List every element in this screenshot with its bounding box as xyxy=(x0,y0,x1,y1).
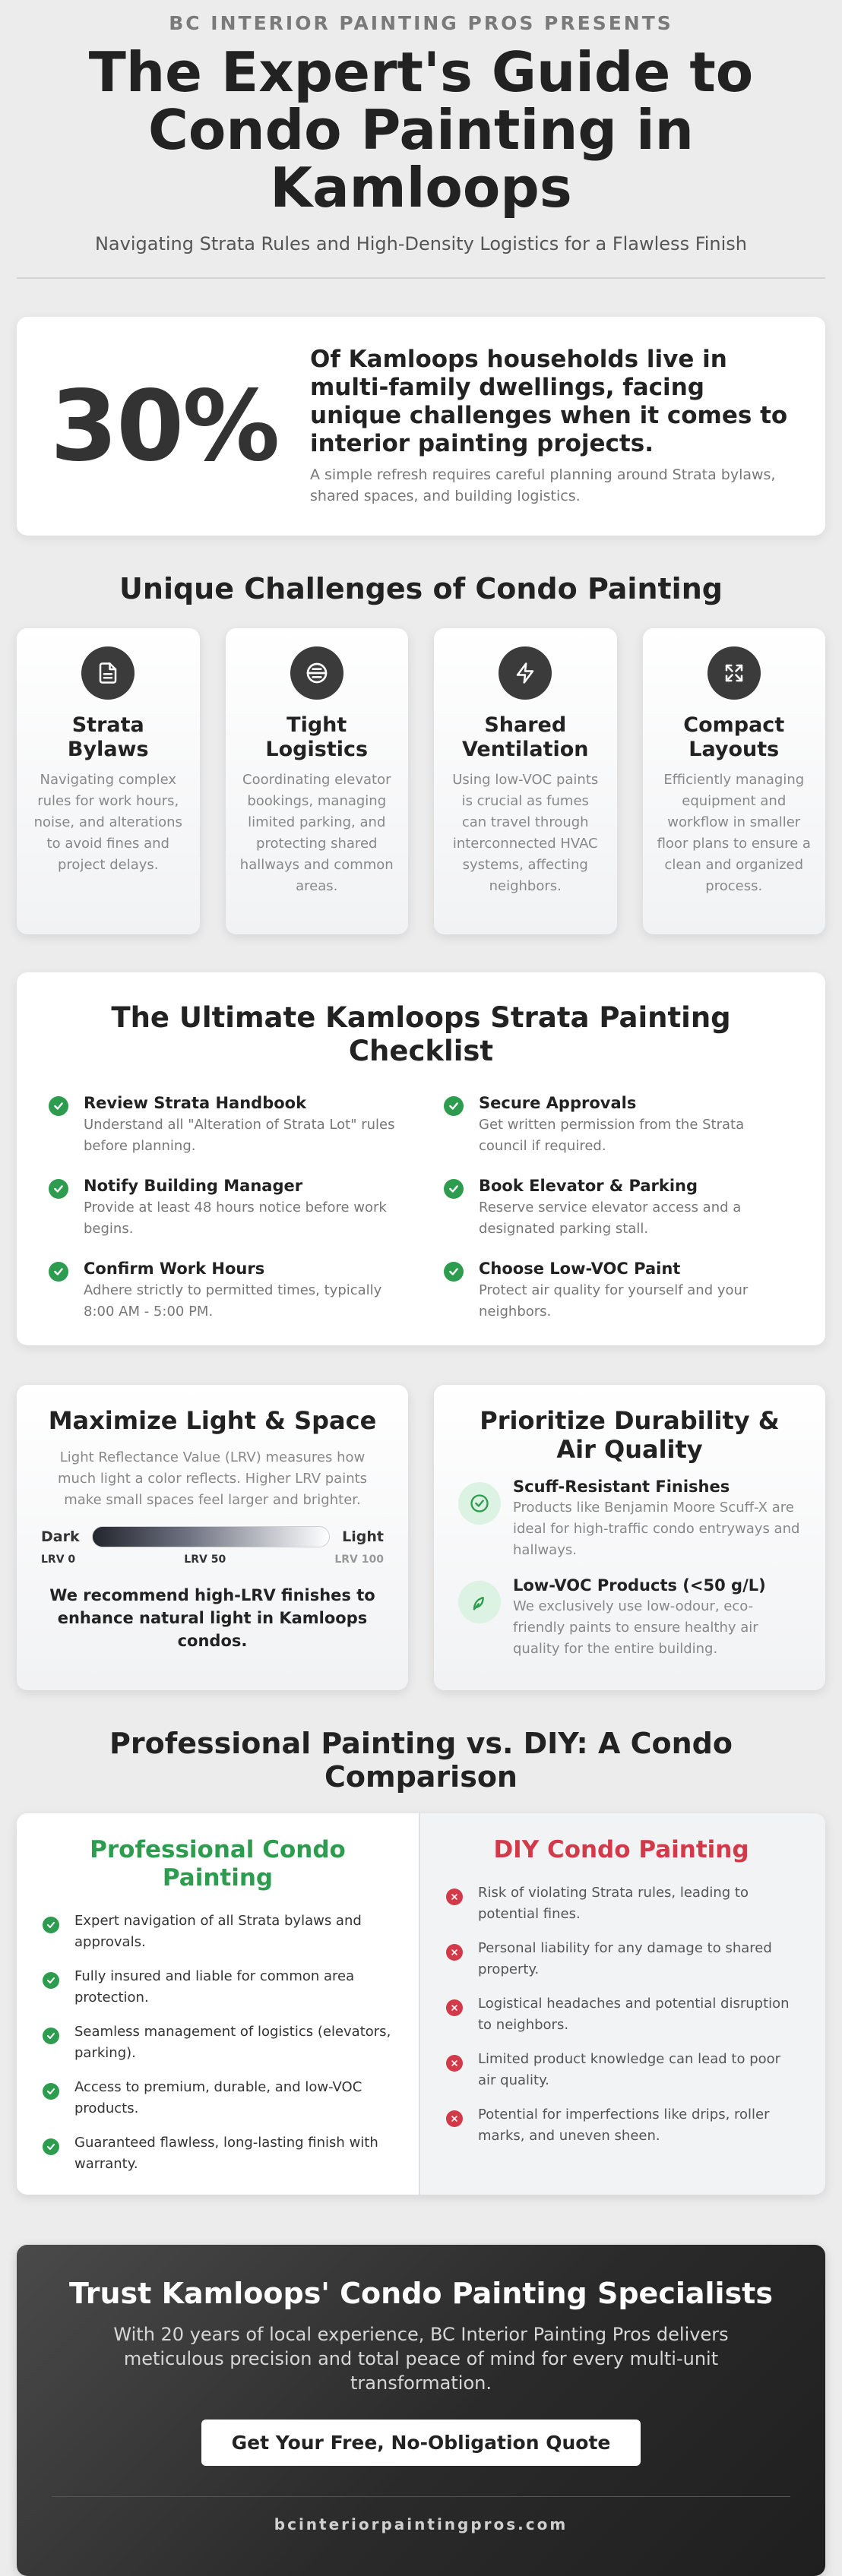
check-icon xyxy=(444,1262,464,1282)
pro-item-text: Seamless management of logistics (elevators, parking). xyxy=(74,2024,391,2061)
x-icon xyxy=(446,1999,463,2016)
check-icon xyxy=(49,1179,68,1199)
checklist-item xyxy=(49,1177,398,1240)
website-link[interactable]: bcinteriorpaintingpros.com xyxy=(274,2515,568,2533)
stat-card xyxy=(17,317,825,536)
x-icon xyxy=(446,2110,463,2127)
checklist-item-desc: Provide at least 48 hours notice before work begins. xyxy=(84,1199,387,1237)
x-icon xyxy=(446,2055,463,2072)
header-divider xyxy=(17,277,825,279)
check-icon xyxy=(43,2138,59,2155)
diy-title: DIY Condo Painting xyxy=(493,1836,749,1863)
check-icon xyxy=(43,2083,59,2100)
lrv-light-label: Light xyxy=(342,1528,384,1545)
cta-body: With 20 years of local experience, BC Interior Painting Pros delivers meticulous precision and total peace of mind for every multi-unit transformation. xyxy=(113,2324,729,2394)
checklist-item xyxy=(49,1094,398,1157)
checklist-title: The Ultimate Kamloops Strata Painting Checklist xyxy=(111,1001,731,1067)
lrv-ticks xyxy=(41,1554,384,1566)
stat-headline: Of Kamloops households live in multi-family dwellings, facing unique challenges when it comes to interior painting projects. xyxy=(310,346,788,457)
challenge-title: Strata Bylaws xyxy=(67,713,149,761)
bolt-icon xyxy=(499,646,552,700)
checklist-item xyxy=(444,1177,793,1240)
check-icon xyxy=(43,1972,59,1989)
challenge-card-strata-bylaws xyxy=(17,628,200,934)
lrv-dark-label: Dark xyxy=(41,1528,80,1545)
checklist-item-title: Review Strata Handbook xyxy=(84,1094,307,1112)
challenge-title: Tight Logistics xyxy=(265,713,369,761)
comparison-table xyxy=(17,1813,825,2195)
challenge-card-shared-ventilation xyxy=(434,628,617,934)
pro-item-text: Expert navigation of all Strata bylaws and approvals. xyxy=(74,1913,362,1950)
pro-title: Professional Condo Painting xyxy=(90,1836,346,1892)
lrv-tick-high: LRV 100 xyxy=(334,1554,384,1566)
stat-subtext: A simple refresh requires careful planning around Strata bylaws, shared spaces, and building logistics. xyxy=(310,466,776,504)
checklist-item-desc: Get written permission from the Strata council if required. xyxy=(479,1117,745,1154)
light-space-title: Maximize Light & Space xyxy=(48,1406,377,1435)
stat-text xyxy=(310,346,792,507)
leaf-icon xyxy=(458,1581,501,1623)
lrv-description: Light Reflectance Value (LRV) measures how much light a color reflects. Higher LRV paints make small spaces feel larger and brighter. xyxy=(57,1449,368,1508)
feature-item xyxy=(458,1576,801,1660)
challenge-desc: Navigating complex rules for work hours, noise, and alterations to avoid fines and project delays. xyxy=(33,772,182,873)
pro-item-text: Fully insured and liable for common area protection. xyxy=(74,1968,355,2005)
challenge-desc: Efficiently managing equipment and workflow in smaller floor plans to ensure a clean and organized process. xyxy=(657,772,811,894)
durability-card xyxy=(434,1385,825,1690)
stat-number: 30% xyxy=(50,369,279,483)
diy-item xyxy=(446,2049,796,2091)
lrv-tick-mid: LRV 50 xyxy=(184,1554,226,1566)
check-icon xyxy=(43,1917,59,1933)
pro-item xyxy=(43,2021,393,2064)
checklist-item-desc: Protect air quality for yourself and your neighbors. xyxy=(479,1282,749,1320)
feature-item xyxy=(458,1478,801,1561)
challenge-desc: Coordinating elevator bookings, managing limited parking, and protecting shared hallways and common areas. xyxy=(239,772,394,894)
page-title: The Expert's Guide to Condo Painting in Kamloops xyxy=(88,40,754,220)
check-icon xyxy=(43,2028,59,2044)
diy-item xyxy=(446,2104,796,2147)
pro-item xyxy=(43,1911,393,1953)
feature-desc: We exclusively use low-odour, eco-friendly paints to ensure healthy air quality for the entire building. xyxy=(513,1598,758,1657)
expand-icon xyxy=(707,646,761,700)
pro-item xyxy=(43,2132,393,2175)
feature-desc: Products like Benjamin Moore Scuff-X are ideal for high-traffic condo entryways and hallways. xyxy=(513,1500,800,1558)
diy-item-text: Limited product knowledge can lead to poor air quality. xyxy=(478,2051,781,2088)
challenge-card-tight-logistics xyxy=(226,628,409,934)
challenges-title: Unique Challenges of Condo Painting xyxy=(119,572,723,605)
checklist-grid xyxy=(47,1094,795,1323)
light-space-card xyxy=(17,1385,408,1690)
checklist-item-title: Secure Approvals xyxy=(479,1094,637,1112)
check-icon xyxy=(49,1262,68,1282)
checklist-card xyxy=(17,972,825,1345)
get-quote-button[interactable]: Get Your Free, No-Obligation Quote xyxy=(201,2420,641,2466)
lrv-gradient-bar xyxy=(92,1526,331,1547)
checklist-item-desc: Reserve service elevator access and a designated parking stall. xyxy=(479,1199,742,1237)
challenge-title: Shared Ventilation xyxy=(461,713,589,761)
x-icon xyxy=(446,1944,463,1961)
comparison-title: Professional Painting vs. DIY: A Condo Comparison xyxy=(109,1727,733,1794)
check-icon xyxy=(49,1096,68,1116)
diy-column xyxy=(420,1813,825,2195)
check-icon xyxy=(444,1096,464,1116)
cta-divider xyxy=(52,2496,790,2497)
challenge-desc: Using low-VOC paints is crucial as fumes can travel through interconnected HVAC systems, affecting neighbors. xyxy=(452,772,599,894)
checklist-item xyxy=(444,1260,793,1323)
feature-cards xyxy=(17,1385,825,1690)
cta-section xyxy=(17,2245,825,2576)
page-subtitle: Navigating Strata Rules and High-Density Logistics for a Flawless Finish xyxy=(94,233,748,254)
lrv-scale xyxy=(41,1526,384,1547)
diy-item-text: Logistical headaches and potential disruption to neighbors. xyxy=(478,1996,790,2033)
challenge-card-compact-layouts xyxy=(643,628,826,934)
pro-item xyxy=(43,1966,393,2009)
checklist-item-title: Confirm Work Hours xyxy=(84,1260,265,1278)
check-icon xyxy=(444,1179,464,1199)
checklist-item xyxy=(444,1094,793,1157)
checklist-item-desc: Understand all "Alteration of Strata Lot" rules before planning. xyxy=(84,1117,395,1154)
diy-item xyxy=(446,1938,796,1980)
challenge-title: Compact Layouts xyxy=(683,713,785,761)
document-icon xyxy=(81,646,135,700)
checklist-item-title: Choose Low-VOC Paint xyxy=(479,1260,681,1278)
feature-title: Low-VOC Products (<50 g/L) xyxy=(513,1576,766,1595)
checklist-item xyxy=(49,1260,398,1323)
pro-item-text: Guaranteed flawless, long-lasting finish with warranty. xyxy=(74,2135,378,2172)
diy-item-text: Risk of violating Strata rules, leading to potential fines. xyxy=(478,1885,749,1922)
shield-check-icon xyxy=(458,1482,501,1525)
pro-list xyxy=(43,1911,393,2175)
x-icon xyxy=(446,1889,463,1905)
diy-item xyxy=(446,1993,796,2036)
cta-title: Trust Kamloops' Condo Painting Specialists xyxy=(69,2277,773,2310)
diy-item xyxy=(446,1882,796,1925)
diy-item-text: Personal liability for any damage to shared property. xyxy=(478,1940,772,1977)
parking-icon xyxy=(290,646,343,700)
presenter-label: BC INTERIOR PAINTING PROS PRESENTS xyxy=(169,12,673,34)
checklist-item-title: Book Elevator & Parking xyxy=(479,1177,698,1195)
lrv-tick-low: LRV 0 xyxy=(41,1554,76,1566)
diy-item-text: Potential for imperfections like drips, roller marks, and uneven sheen. xyxy=(478,2107,770,2144)
durability-title: Prioritize Durability & Air Quality xyxy=(480,1406,780,1464)
lrv-recommendation: We recommend high-LRV finishes to enhance natural light in Kamloops condos. xyxy=(49,1586,375,1650)
pro-column xyxy=(17,1813,420,2195)
challenges-grid xyxy=(17,628,825,934)
checklist-item-title: Notify Building Manager xyxy=(84,1177,303,1195)
pro-item-text: Access to premium, durable, and low-VOC products. xyxy=(74,2079,362,2116)
diy-list xyxy=(446,1882,796,2147)
pro-item xyxy=(43,2077,393,2119)
checklist-item-desc: Adhere strictly to permitted times, typically 8:00 AM - 5:00 PM. xyxy=(84,1282,382,1320)
feature-title: Scuff-Resistant Finishes xyxy=(513,1478,730,1496)
